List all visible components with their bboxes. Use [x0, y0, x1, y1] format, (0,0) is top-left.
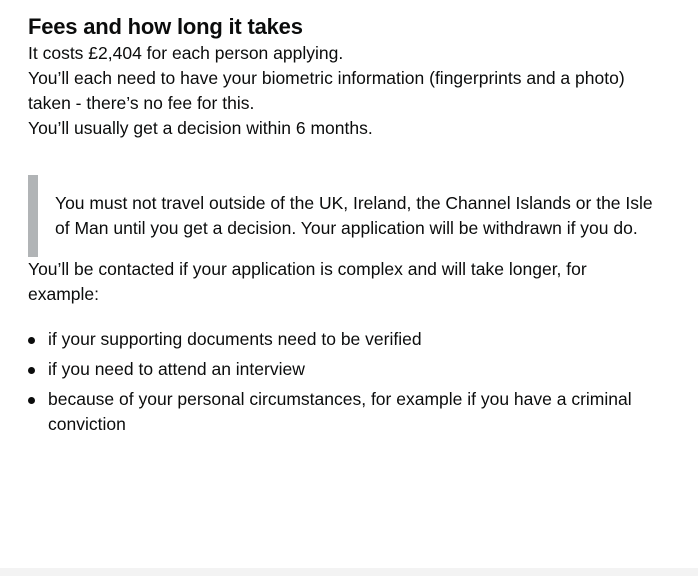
list-item-text: because of your personal circumstances, for example if you have a criminal conviction: [48, 389, 632, 434]
list-item: [28, 387, 668, 437]
page-bottom-edge: [0, 568, 698, 576]
list-item: [28, 357, 668, 382]
biometric-paragraph: You’ll each need to have your biometric information (fingerprints and a photo) taken - there’s no fee for this.: [28, 68, 625, 113]
section-heading: Fees and how long it takes: [28, 14, 303, 39]
list-item-text: if you need to attend an interview: [48, 359, 305, 379]
main-content: [28, 0, 678, 442]
contact-intro-paragraph: You’ll be contacted if your application is complex and will take longer, for example:: [28, 259, 587, 304]
list-item-text: if your supporting documents need to be verified: [48, 329, 422, 349]
list-item: [28, 327, 668, 352]
bullet-icon: [28, 337, 35, 344]
inset-text: You must not travel outside of the UK, Ireland, the Channel Islands or the Isle of Man until you get a decision. Your application will be withdrawn if you do.: [55, 193, 653, 238]
travel-warning-inset: [28, 175, 665, 257]
bullet-icon: [28, 397, 35, 404]
reasons-list: [28, 327, 678, 437]
decision-time-paragraph: You’ll usually get a decision within 6 months.: [28, 118, 373, 138]
fee-paragraph: It costs £2,404 for each person applying.: [28, 43, 344, 63]
bullet-icon: [28, 367, 35, 374]
